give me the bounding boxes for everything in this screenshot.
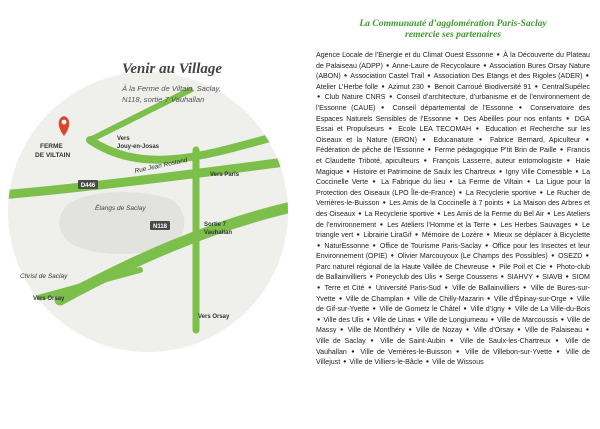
bullet-separator: ●: [487, 295, 491, 302]
partner-item: À la Découverte du Plateau de Palaiseau (ADPP): [316, 52, 590, 70]
map-subtitle-line-1: À la Ferme de Viltain, Saclay,: [122, 84, 221, 93]
bullet-separator: ●: [372, 242, 377, 249]
bullet-separator: ●: [492, 263, 496, 270]
partner-item: Université Paris-Sud: [375, 285, 441, 293]
bullet-separator: ●: [585, 136, 589, 143]
partner-item: Les Amis de la Coccinelle à 7 points: [389, 200, 504, 208]
bullet-separator: ●: [465, 327, 470, 334]
partner-item: Igny Ville Comestible: [505, 168, 573, 176]
partner-item: Ville de Massy: [316, 316, 591, 335]
bullet-separator: ●: [343, 359, 347, 366]
bullet-separator: ●: [427, 147, 432, 154]
bullet-separator: ●: [539, 189, 544, 196]
partner-item: Ville d’Orsay: [473, 327, 514, 335]
partner-item: Club Nature CNRS: [324, 94, 386, 102]
partner-item: Benoit Carroué Biodiversité 91: [434, 83, 532, 91]
partner-item: Ville de Saulx-les-Chartreux: [459, 338, 551, 346]
partner-item: Le Rucher de Verrières-le-Buisson: [316, 189, 590, 208]
bullet-separator: ●: [486, 232, 491, 239]
partner-item: Les Herbes Sauvages: [500, 221, 572, 229]
bullet-separator: ●: [351, 348, 356, 355]
label-etangs: Étangs de Saclay: [95, 205, 146, 212]
partner-item: Office pour les Insectes et leur Environnement (OPIE): [316, 242, 591, 261]
bullet-separator: ●: [356, 232, 361, 239]
partner-item: Ville de Champlan: [345, 295, 404, 303]
bullet-separator: ●: [551, 253, 555, 260]
partners-title-line-1: La Communauté d’agglomération Paris-Saclay: [359, 18, 547, 29]
label-ferme-1: FERME: [40, 143, 63, 150]
partner-item: Conseil départemental de l’Essonne: [392, 104, 514, 112]
partner-item: La Ferme de Viltain: [458, 179, 523, 187]
partner-item: Photo-club de Ballainvilliers: [316, 263, 591, 282]
bullet-separator: ●: [585, 253, 589, 260]
partner-item: SIAHVY: [507, 274, 533, 282]
bullet-separator: ●: [566, 157, 572, 164]
partner-item: Les Ateliers l’Homme et la Terre: [387, 221, 490, 229]
partner-item: Ville de Verrières-le-Buisson: [360, 348, 452, 356]
bullet-separator: ●: [534, 83, 539, 90]
bullet-separator: ●: [547, 210, 551, 217]
partner-item: Pile Poil et Cie: [499, 263, 546, 271]
bullet-separator: ●: [463, 306, 468, 313]
partner-item: Conseil d’architecture, d’urbanisme et de l’environnement de l’Essonne (CAUE): [316, 94, 591, 112]
bullet-separator: ●: [422, 136, 429, 143]
bullet-separator: ●: [449, 179, 454, 186]
bullet-separator: ●: [555, 338, 561, 345]
partners-list: [316, 51, 590, 369]
label-n118: N118: [152, 224, 168, 230]
partners-title: [316, 18, 590, 40]
partner-item: SIOM: [571, 274, 590, 282]
partners-title-line-2: remercie ses partenaires: [405, 29, 501, 40]
partner-item: Ville de Villiers-le-Bâcle: [349, 359, 423, 367]
bullet-separator: ●: [317, 316, 321, 323]
bullet-separator: ●: [449, 338, 456, 345]
badge-d446: [78, 180, 98, 189]
partner-item: Conservatoire des Espaces Naturels Sensibles de l’Essonne: [316, 104, 591, 123]
partner-item: Ville de Palaiseau: [524, 327, 583, 335]
bullet-separator: ●: [444, 285, 449, 292]
partner-item: Ville de Montlhéry: [347, 327, 405, 335]
bullet-separator: ●: [585, 327, 590, 334]
bullet-separator: ●: [408, 327, 413, 334]
partner-item: Des Abeilles pour nos enfants: [463, 115, 562, 123]
partner-item: La Fabrique du lieu: [381, 179, 446, 187]
partner-item: Ville de Longjumeau: [424, 316, 488, 324]
bullet-separator: ●: [523, 285, 528, 292]
bullet-separator: ●: [518, 104, 525, 111]
bullet-separator: ●: [346, 168, 350, 175]
partner-item: OSEZD: [558, 253, 583, 261]
bullet-separator: ●: [556, 348, 562, 355]
partner-item: La Recyclerie sportive: [465, 189, 537, 197]
bullet-separator: ●: [389, 94, 394, 101]
bullet-separator: ●: [343, 73, 348, 80]
partner-item: NaturEssonne: [324, 242, 370, 250]
partner-item: Ville de Villejust: [316, 348, 590, 367]
partner-item: François Lasserre, auteur entomologiste: [432, 157, 563, 165]
bullet-separator: ●: [369, 274, 373, 281]
partner-item: Ville de Bures-sur-Yvette: [316, 285, 590, 303]
label-sortie-2: Vauhallan: [204, 230, 233, 236]
bullet-separator: ●: [500, 274, 505, 281]
label-vers-orsay-right: Vers Orsay: [198, 314, 230, 320]
bullet-separator: ●: [388, 126, 394, 133]
bullet-separator: ●: [427, 83, 431, 90]
bullet-separator: ●: [527, 179, 532, 186]
label-ferme-2: DE VILTAIN: [35, 152, 71, 159]
partner-item: La Ligue pour la Protection des Oiseaux (LPO Île-de-France): [316, 179, 591, 197]
bullet-separator: ●: [340, 327, 344, 334]
partner-item: Histoire et Patrimoine de Saulx les Chartreux: [353, 168, 496, 176]
partner-item: Ville de Saclay: [316, 338, 366, 346]
partner-item: Ville d’Igny: [470, 306, 505, 314]
partner-item: Azimut 230: [388, 83, 424, 91]
bullet-separator: ●: [437, 210, 441, 217]
bullet-separator: ●: [379, 221, 384, 228]
partner-item: Ferme pédagogique P’tit Brin de Paille: [434, 147, 557, 155]
bullet-separator: ●: [380, 104, 387, 111]
bullet-separator: ●: [475, 126, 481, 133]
bullet-separator: ●: [317, 94, 321, 101]
bullet-separator: ●: [498, 168, 503, 175]
partner-item: Francis et Claudette Triboté, apiculteurs: [316, 147, 591, 165]
bullet-separator: ●: [574, 221, 579, 228]
partner-item: Ville des Ulis: [323, 316, 364, 324]
partner-item: Atelier L’Herbe folle: [316, 83, 378, 91]
bullet-separator: ●: [507, 306, 512, 313]
partner-item: Ville de Linas: [372, 316, 415, 324]
bullet-separator: ●: [535, 274, 540, 281]
label-vers-orsay-left: Vers Orsay: [33, 296, 65, 302]
label-vers-jouy-1: Vers: [117, 136, 130, 142]
bullet-separator: ●: [559, 147, 564, 154]
bullet-separator: ●: [439, 274, 443, 281]
partner-item: Office de Tourisme Paris-Saclay: [379, 242, 482, 250]
partner-item: La Maison des Arbres et des Oiseaux: [316, 200, 590, 218]
bullet-separator: ●: [506, 200, 511, 207]
partner-item: Association Castel Trail: [350, 73, 425, 81]
bullet-separator: ●: [317, 285, 322, 292]
partner-item: Ville de Ballainvilliers: [452, 285, 520, 293]
label-d446: D446: [80, 183, 96, 189]
label-sortie-1: Sortie 7: [204, 222, 227, 228]
partner-item: CentralSupélec: [541, 83, 590, 91]
bullet-separator: ●: [517, 327, 522, 334]
bullet-separator: ●: [565, 274, 569, 281]
bullet-separator: ●: [490, 316, 495, 323]
partner-item: La Recyclerie sportive: [364, 210, 435, 218]
partner-item: Agence Locale de l’Energie et du Climat Ouest Essonne: [316, 52, 494, 59]
partner-item: Haie Magique: [316, 157, 591, 176]
partners-panel: [316, 18, 590, 369]
partner-item: Anne-Laure de Recycolaure: [392, 62, 481, 70]
partner-item: Ville de Marcoussis: [497, 316, 558, 324]
bullet-separator: ●: [414, 232, 419, 239]
bullet-separator: ●: [565, 115, 571, 122]
partner-item: Association Bures Orsay Nature (ABON): [316, 62, 591, 81]
partner-item: Association Des Etangs et des Rigoles (ADER): [433, 73, 583, 81]
bullet-separator: ●: [372, 306, 377, 313]
bullet-separator: ●: [417, 316, 422, 323]
bullet-separator: ●: [381, 83, 386, 90]
map-subtitle-line-2: N118, sortie 7 Vauhallan: [122, 94, 205, 104]
partner-item: Serge Coussens: [445, 274, 498, 282]
bullet-separator: ●: [478, 136, 485, 143]
partner-item: DGA Essai et Propulseurs: [316, 115, 590, 134]
bullet-separator: ●: [427, 73, 431, 80]
bullet-separator: ●: [456, 348, 461, 355]
partner-item: Le triangle vert: [316, 221, 590, 240]
partner-item: Ecole LEA TECOMAH: [398, 126, 472, 134]
partner-item: La Coccinelle Verte: [316, 168, 591, 187]
bullet-separator: ●: [425, 359, 430, 366]
bullet-separator: ●: [385, 62, 390, 69]
bullet-separator: ●: [358, 210, 362, 217]
partner-item: Fédération de pêche de l’Essonne: [316, 147, 425, 155]
partner-item: Ville de Wissous: [432, 359, 484, 367]
label-rue-jean-rostand: Rue Jean Rostand: [133, 156, 189, 175]
partner-item: Ville de Chilly-Mazarin: [413, 295, 484, 303]
map-subtitle: [122, 84, 272, 105]
partner-item: Les Amis de la Ferme du Bel Air: [443, 210, 545, 218]
partner-item: Terre et Cité: [324, 285, 365, 293]
bullet-separator: ●: [560, 316, 565, 323]
bullet-separator: ●: [484, 242, 489, 249]
bullet-separator: ●: [455, 115, 460, 122]
bullet-separator: ●: [406, 295, 411, 302]
label-vers-paris: Vers Paris: [210, 172, 240, 178]
partner-item: Poneyclub des Ulis: [376, 274, 437, 282]
partner-item: Education et Recherche sur les Oiseaux et la Nature (ERON): [316, 126, 590, 144]
partner-item: Parc naturel régional de la Haute Vallée de Chevreuse: [316, 263, 489, 271]
partner-item: Mieux se déplacer à Bicyclette: [493, 232, 590, 240]
bullet-separator: ●: [370, 338, 376, 345]
bullet-separator: ●: [382, 200, 387, 207]
badge-n118: [150, 221, 170, 230]
partner-item: Les Ateliers de l’environnement: [316, 210, 590, 229]
label-christ-de-saclay: Christ de Saclay: [20, 273, 68, 280]
bullet-separator: ●: [496, 52, 501, 58]
bullet-separator: ●: [317, 242, 321, 249]
partner-item: Ville de Saint-Aubin: [380, 338, 446, 346]
partner-item: Librairie LiraGif: [363, 232, 412, 240]
partner-item: Mémoire de Lozère: [421, 232, 484, 240]
bullet-separator: ●: [423, 157, 429, 164]
bullet-separator: ●: [575, 168, 579, 175]
bullet-separator: ●: [549, 263, 553, 270]
bullet-separator: ●: [493, 221, 497, 228]
bullet-separator: ●: [338, 295, 343, 302]
bullet-separator: ●: [366, 316, 370, 323]
partner-item: Fabrice Bernard, Apiculteur: [490, 136, 581, 144]
partner-item: Ville de Vauhallan: [316, 338, 591, 356]
bullet-separator: ●: [483, 62, 487, 69]
partner-item: Educanature: [433, 136, 474, 144]
bullet-separator: ●: [368, 285, 373, 292]
partner-item: Olivier Marcouyoux (Le Champs des Possibles): [397, 253, 548, 261]
partner-item: Ville d’Épinay-sur-Orge: [493, 295, 567, 303]
partner-item: Ville de Villebon-sur-Yvette: [465, 348, 552, 356]
bullet-separator: ●: [372, 179, 377, 186]
partner-item: SIAVB: [542, 274, 563, 282]
bullet-separator: ●: [569, 295, 574, 302]
bullet-separator: ●: [390, 253, 395, 260]
partner-item: Ville de Nozay: [416, 327, 463, 335]
bullet-separator: ●: [458, 189, 463, 196]
partner-item: Ville de Gometz le Châtel: [379, 306, 461, 314]
map-title: Venir au Village: [122, 61, 223, 77]
partner-item: Ville de La Ville-du-Bois: [514, 306, 590, 314]
label-vers-jouy-2: Jouy-en-Josas: [117, 144, 160, 150]
partner-item: Ville de Gif-sur-Yvette: [316, 295, 590, 314]
bullet-separator: ●: [585, 73, 589, 80]
